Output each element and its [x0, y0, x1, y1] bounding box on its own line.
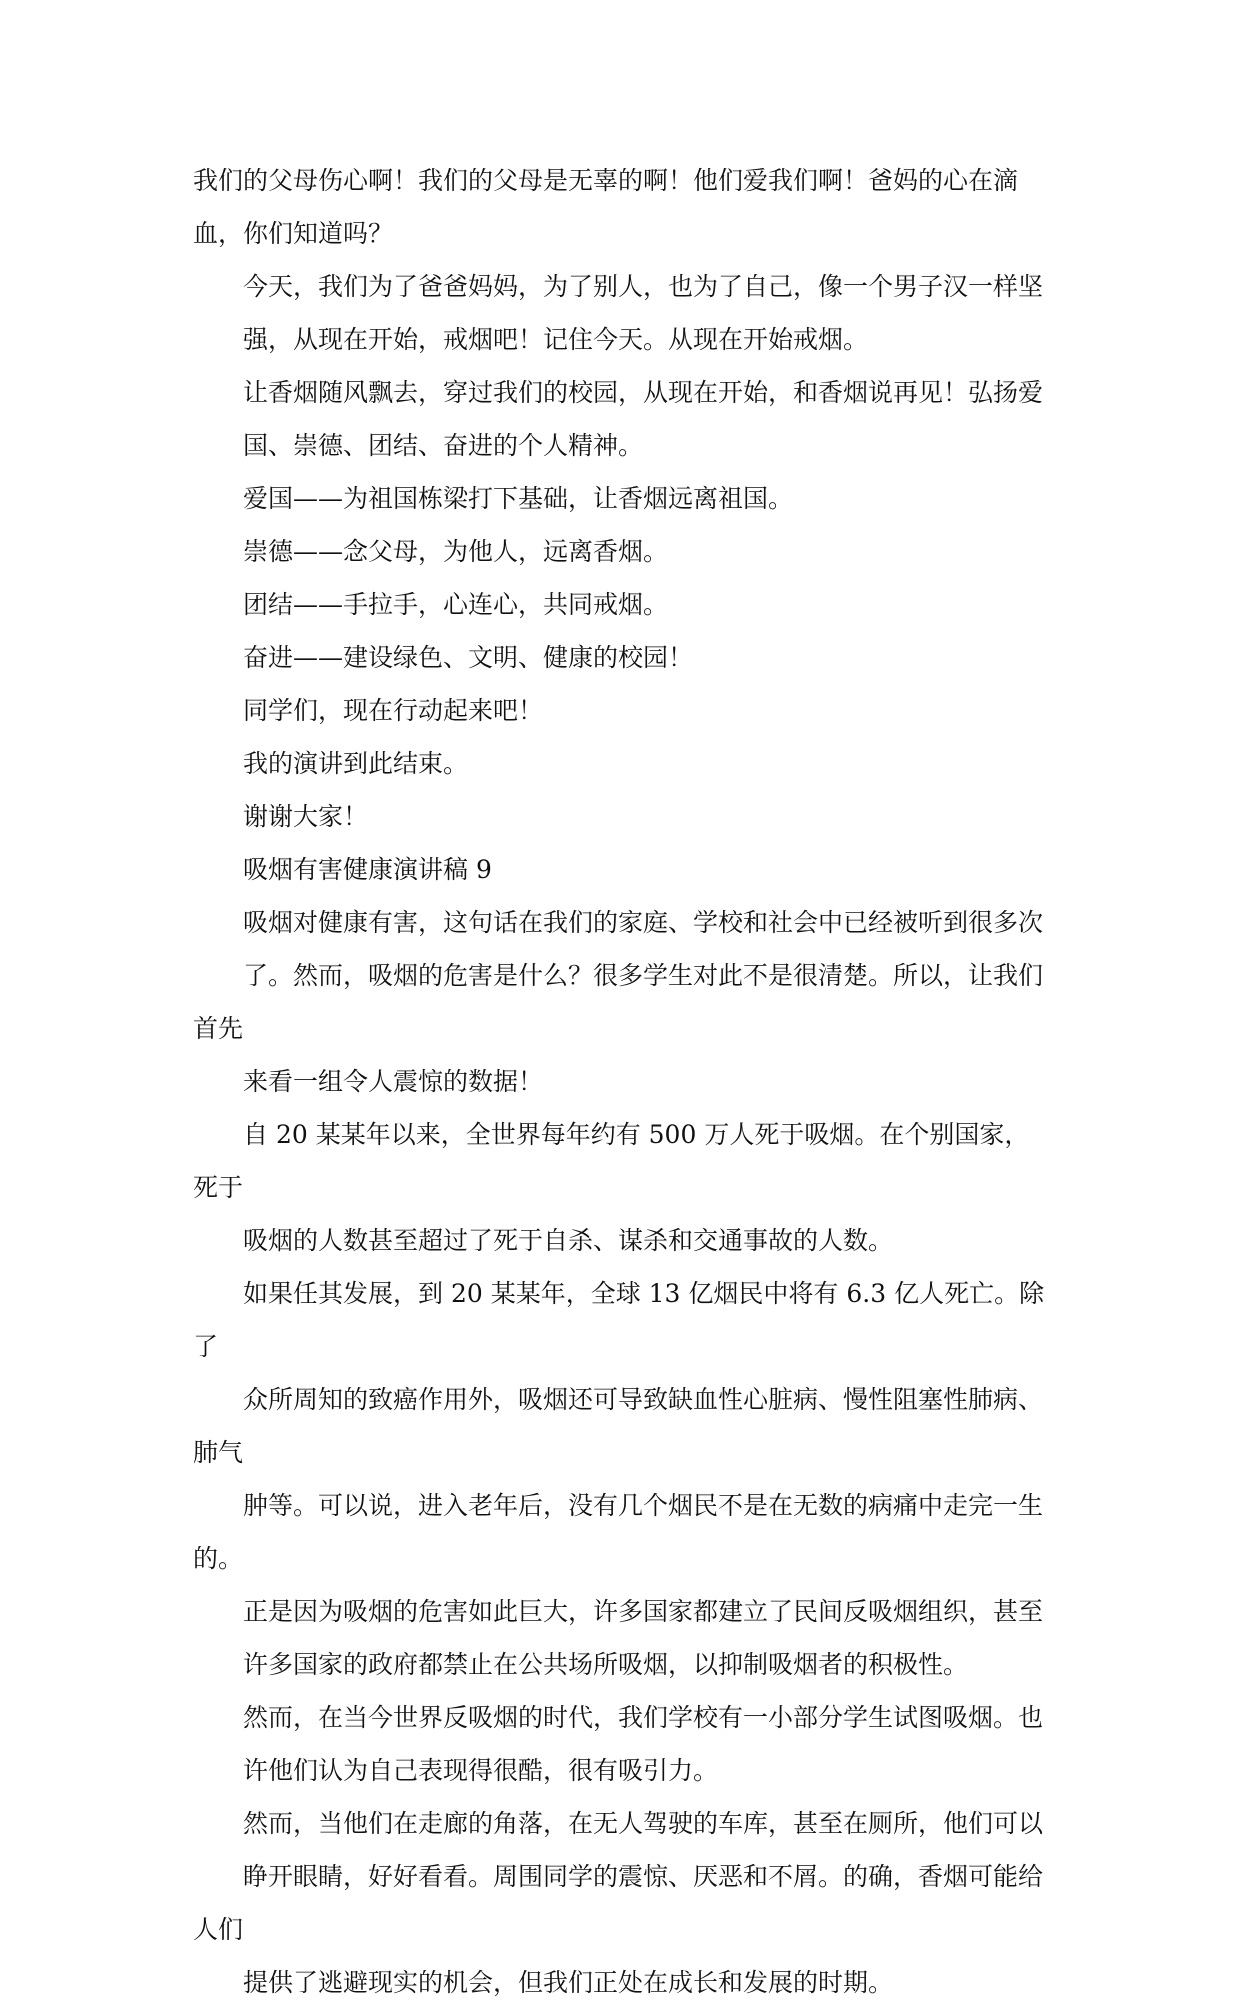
paragraph-line: 血，你们知道吗？	[193, 219, 394, 248]
paragraph-line: 国、崇德、团结、奋进的个人精神。	[243, 431, 644, 460]
paragraph-4	[193, 472, 1053, 525]
paragraph-line: 奋进——建设绿色、文明、健康的校园！	[243, 643, 694, 672]
paragraph-line: 然而，在当今世界反吸烟的时代，我们学校有一小部分学生试图吸烟。也	[243, 1703, 1044, 1732]
paragraph-line: 肿等。可以说，进入老年后，没有几个烟民不是在无数的病痛中走完一生的。	[193, 1491, 1044, 1573]
paragraph-line: 我们的父母伤心啊！我们的父母是无辜的啊！他们爱我们啊！爸妈的心在滴	[193, 166, 1019, 195]
paragraph-15	[193, 1585, 1053, 1691]
paragraph-line: 让香烟随风飘去，穿过我们的校园，从现在开始，和香烟说再见！弘扬爱	[243, 378, 1044, 407]
paragraph-17	[193, 1797, 1053, 2009]
paragraph-12	[193, 896, 1053, 1108]
paragraph-line: 同学们，现在行动起来吧！	[243, 696, 544, 725]
paragraph-8	[193, 684, 1053, 737]
paragraph-16	[193, 1691, 1053, 1797]
paragraph-14	[193, 1267, 1053, 1585]
paragraph-line: 提供了逃避现实的机会，但我们正处在成长和发展的时期。	[243, 1968, 894, 1997]
paragraph-line: 自 20 某某年以来，全世界每年约有 500 万人死于吸烟。在个别国家，死于	[193, 1120, 1030, 1202]
paragraph-3	[193, 366, 1053, 472]
paragraph-line: 吸烟对健康有害，这句话在我们的家庭、学校和社会中已经被听到很多次	[243, 908, 1044, 937]
paragraph-1	[193, 154, 1053, 260]
paragraph-9	[193, 737, 1053, 790]
paragraph-line: 然而，当他们在走廊的角落，在无人驾驶的车库，甚至在厕所，他们可以	[243, 1809, 1044, 1838]
paragraph-11	[193, 843, 1053, 896]
paragraph-line: 众所周知的致癌作用外，吸烟还可导致缺血性心脏病、慢性阻塞性肺病、肺气	[193, 1385, 1044, 1467]
paragraph-2	[193, 260, 1053, 366]
paragraph-10	[193, 790, 1053, 843]
paragraph-line: 来看一组令人震惊的数据！	[243, 1067, 544, 1096]
paragraph-line: 团结——手拉手，心连心，共同戒烟。	[243, 590, 669, 619]
paragraph-line: 吸烟有害健康演讲稿 9	[243, 855, 492, 884]
paragraph-line: 许他们认为自己表现得很酷，很有吸引力。	[243, 1756, 719, 1785]
paragraph-line: 睁开眼睛，好好看看。周围同学的震惊、厌恶和不屑。的确，香烟可能给人们	[193, 1862, 1044, 1944]
paragraph-line: 今天，我们为了爸爸妈妈，为了别人，也为了自己，像一个男子汉一样坚	[243, 272, 1044, 301]
paragraph-line: 许多国家的政府都禁止在公共场所吸烟，以抑制吸烟者的积极性。	[243, 1650, 969, 1679]
paragraph-5	[193, 525, 1053, 578]
document-body	[193, 154, 1053, 2009]
paragraph-line: 谢谢大家！	[243, 802, 369, 831]
paragraph-line: 强，从现在开始，戒烟吧！记住今天。从现在开始戒烟。	[243, 325, 869, 354]
paragraph-line: 吸烟的人数甚至超过了死于自杀、谋杀和交通事故的人数。	[243, 1226, 894, 1255]
paragraph-line: 正是因为吸烟的危害如此巨大，许多国家都建立了民间反吸烟组织，甚至	[243, 1597, 1044, 1626]
paragraph-line: 崇德——念父母，为他人，远离香烟。	[243, 537, 669, 566]
paragraph-line: 如果任其发展，到 20 某某年，全球 13 亿烟民中将有 6.3 亿人死亡。除了	[193, 1279, 1045, 1361]
paragraph-line: 了。然而，吸烟的危害是什么？很多学生对此不是很清楚。所以，让我们首先	[193, 961, 1044, 1043]
paragraph-6	[193, 578, 1053, 631]
paragraph-line: 爱国——为祖国栋梁打下基础，让香烟远离祖国。	[243, 484, 794, 513]
paragraph-13	[193, 1108, 1053, 1267]
paragraph-line: 我的演讲到此结束。	[243, 749, 469, 778]
paragraph-7	[193, 631, 1053, 684]
